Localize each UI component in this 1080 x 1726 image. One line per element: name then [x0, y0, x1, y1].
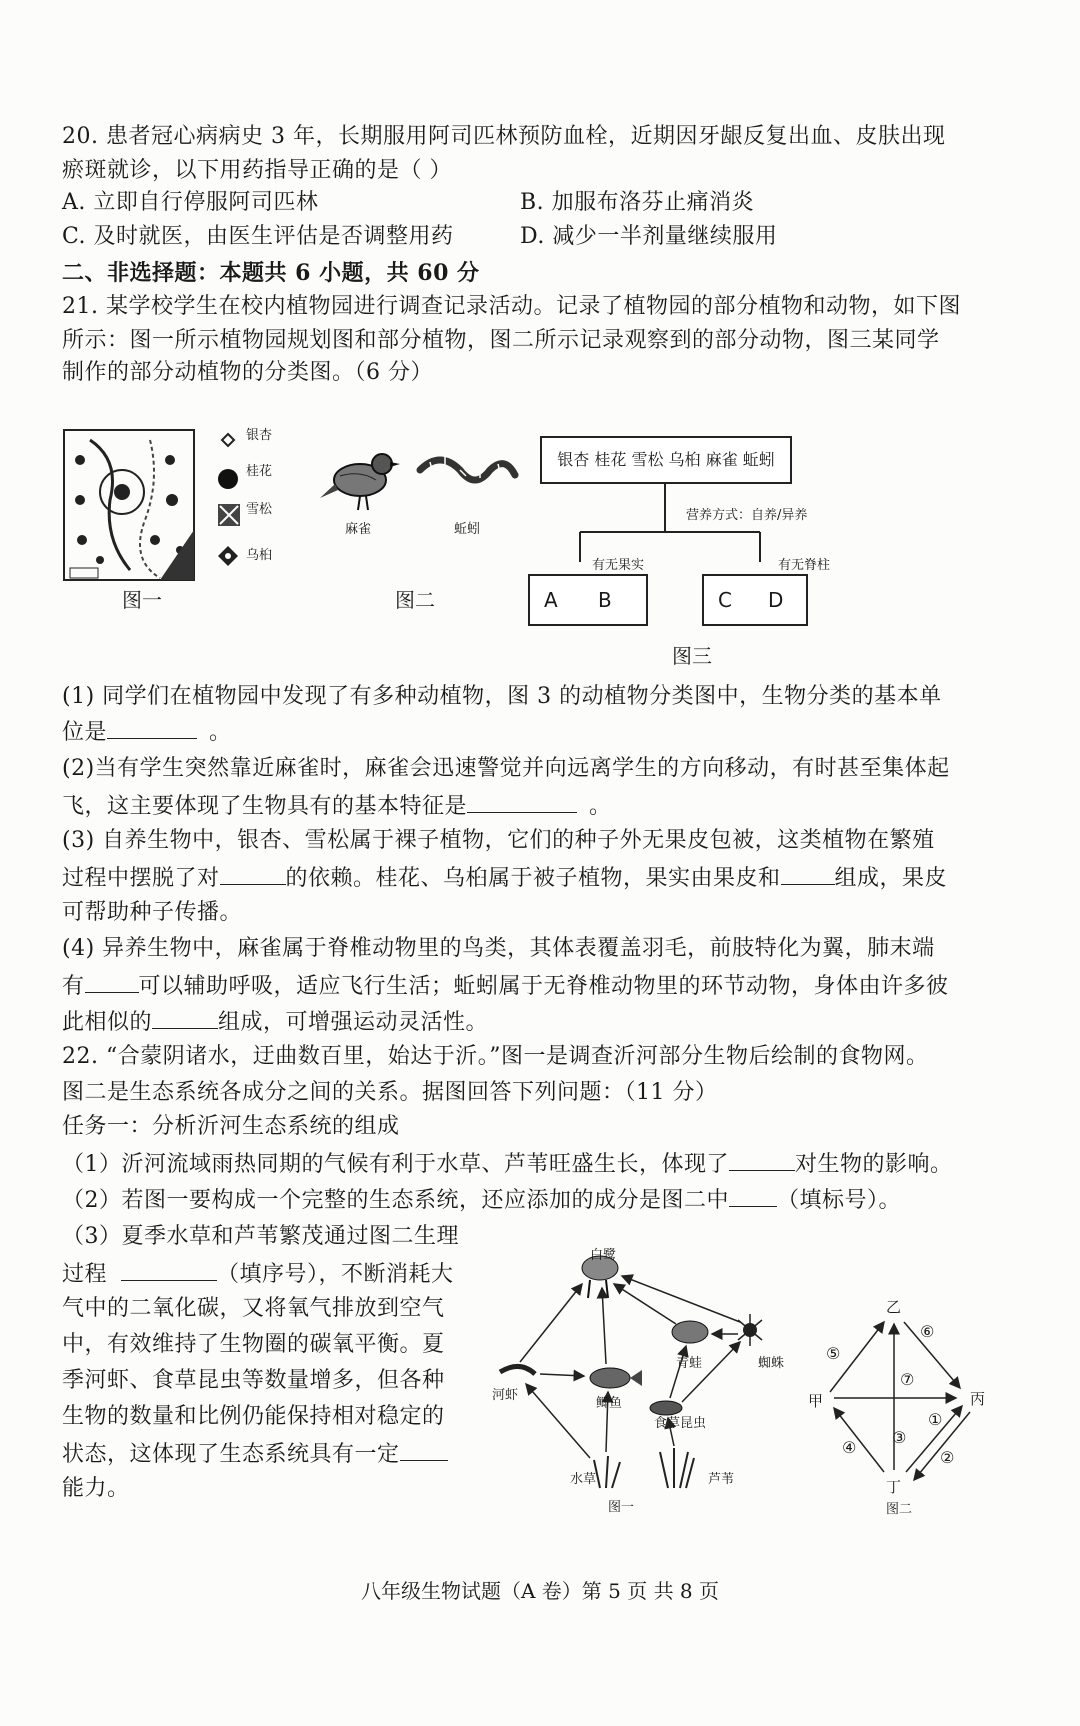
criterion-fruit: 有无果实 [592, 558, 645, 573]
legend-cedar-label: 雪松 [246, 502, 273, 517]
figure2-caption: 图二 [395, 588, 435, 612]
process-2: ② [940, 1448, 955, 1467]
q21-sub2-end: 。 [589, 794, 612, 819]
sparrow-icon [320, 454, 400, 510]
spider-icon [738, 1314, 762, 1346]
q21-stem-line2: 所示：图一所示植物园规划图和部分植物，图二所示记录观察到的部分动物，图三某同学 [62, 328, 940, 353]
q21-sub4-text4: 组成，可增强运动灵活性。 [218, 1010, 489, 1035]
q21-sub3-line1: (3) 自养生物中，银杏、雪松属于裸子植物，它们的种子外无果皮包被，这类植物在繁殖 [62, 828, 935, 853]
process-6: ⑥ [920, 1322, 935, 1341]
answer-blank-9[interactable] [121, 1258, 217, 1281]
answer-blank-2[interactable] [467, 790, 577, 813]
foodweb-caption: 图一 [608, 1500, 635, 1515]
q22-sub2-text1: （2）若图一要构成一个完整的生态系统，还应添加的成分是图二中 [62, 1188, 729, 1213]
shrimp-icon [500, 1366, 535, 1374]
q21-sub3-text1: 过程中摆脱了对 [62, 866, 220, 891]
q20-stem-line2: 瘀斑就诊，以下用药指导正确的是（ ） [62, 158, 452, 183]
q21-sub3-text3: 组成，果皮 [834, 866, 948, 891]
legend-osmanthus-label: 桂花 [246, 464, 273, 479]
criterion-spine: 有无脊柱 [778, 558, 831, 573]
classification-top-box: 银杏 桂花 雪松 乌桕 麻雀 蚯蚓 [540, 436, 792, 484]
q21-sub1-line1: (1) 同学们在植物园中发现了有多种动植物，图 3 的动植物分类图中，生物分类的基本单 [62, 684, 942, 709]
figure1-caption: 图一 [122, 588, 162, 612]
foodweb-label-waterweed: 水草 [570, 1472, 597, 1487]
foodweb-label-spider: 蜘蛛 [758, 1356, 785, 1371]
q21-stem-line3: 制作的部分动植物的分类图。（6 分） [62, 360, 433, 385]
classification-box-cd [702, 574, 808, 626]
q22-sub1-text1: （1）沂河流域雨热同期的气候有利于水草、芦苇旺盛生长，体现了 [62, 1152, 729, 1177]
q22-sub3-line7 [62, 1438, 448, 1470]
answer-blank-8[interactable] [729, 1184, 777, 1207]
earthworm-label: 蚯蚓 [454, 522, 481, 537]
q20-option-c[interactable]: C. 及时就医，由医生评估是否调整用药 [62, 224, 454, 249]
q21-sub4-text1: 有 [62, 974, 85, 999]
foodweb-label-egret: 白鹭 [590, 1248, 617, 1263]
foodweb-label-shrimp: 河虾 [492, 1388, 519, 1403]
q22-sub2-text2: （填标号）。 [777, 1188, 902, 1213]
process-4: ④ [842, 1438, 857, 1457]
q21-sub4-line3 [62, 1006, 488, 1038]
foodweb-label-reed: 芦苇 [708, 1472, 735, 1487]
q21-sub4-text2: 可以辅助呼吸，适应飞行生活；蚯蚓属于无脊椎动物里的环节动物，身体由许多彼 [138, 974, 949, 999]
q21-sub1-end: 。 [209, 720, 232, 745]
q21-sub1-text: 位是 [62, 720, 108, 745]
q22-sub3-text1: 过程 [62, 1262, 108, 1287]
q21-sub4-line1: (4) 异养生物中，麻雀属于脊椎动物里的鸟类，其体表覆盖羽毛，前肢特化为翼，肺末端 [62, 936, 935, 961]
process-5: ⑤ [826, 1344, 841, 1363]
reed-icon [660, 1448, 694, 1488]
class-label-c: C [718, 588, 732, 612]
q22-sub3-text3: 状态，这体现了生态系统具有一定 [62, 1442, 400, 1467]
section-title: 二、非选择题：本题共 6 小题，共 60 分 [62, 260, 480, 286]
q21-sub2-line2 [62, 790, 612, 822]
process-1: ① [928, 1410, 943, 1429]
answer-blank-4[interactable] [781, 862, 835, 885]
q20-stem-line1: 20. 患者冠心病病史 3 年，长期服用阿司匹林预防血栓，近期因牙龈反复出血、皮肤出现 [62, 124, 946, 149]
q22-sub1 [62, 1148, 953, 1180]
q21-sub4-line2 [62, 970, 949, 1002]
class-label-d: D [768, 588, 784, 612]
node-yi: 乙 [886, 1298, 902, 1316]
node-ding: 丁 [886, 1478, 902, 1496]
process-7: ⑦ [900, 1370, 915, 1389]
figure3-caption: 图三 [672, 644, 712, 668]
q21-sub3-text2: 的依赖。桂花、乌桕属于被子植物，果实由果皮和 [285, 866, 781, 891]
foodweb-label-frog: 青蛙 [676, 1356, 703, 1371]
food-web-diagram [490, 1240, 790, 1510]
classification-box-ab [528, 574, 648, 626]
answer-blank-7[interactable] [729, 1148, 795, 1171]
answer-blank-10[interactable] [400, 1438, 448, 1461]
node-bing: 丙 [970, 1390, 986, 1408]
q22-sub3-line1: （3）夏季水草和芦苇繁茂通过图二生理 [62, 1224, 459, 1249]
carp-icon [590, 1368, 642, 1388]
waterweed-icon [594, 1456, 620, 1488]
foodweb-label-insect: 食草昆虫 [654, 1416, 707, 1431]
sparrow-label: 麻雀 [345, 522, 372, 537]
q21-sub3-line2 [62, 862, 947, 894]
q22-sub3-line8: 能力。 [62, 1476, 130, 1501]
q22-sub3-line3: 气中的二氧化碳，又将氧气排放到空气 [62, 1296, 445, 1321]
cycle-caption: 图二 [886, 1502, 913, 1517]
answer-blank-6[interactable] [152, 1006, 218, 1029]
q22-stem-line2: 图二是生态系统各成分之间的关系。据图回答下列问题：（11 分） [62, 1080, 718, 1105]
class-label-a: A [544, 588, 558, 612]
frog-icon [672, 1321, 708, 1343]
legend-tallow-label: 乌桕 [246, 548, 273, 563]
q22-sub3-line2 [62, 1258, 454, 1290]
q22-task-title: 任务一：分析沂河生态系统的组成 [62, 1114, 400, 1139]
q22-sub3-line4: 中，有效维持了生物圈的碳氧平衡。夏 [62, 1332, 445, 1357]
q20-option-b[interactable]: B. 加服布洛芬止痛消炎 [520, 190, 755, 215]
q21-sub2-text: 飞，这主要体现了生物具有的基本特征是 [62, 794, 468, 819]
page-footer: 八年级生物试题（A 卷）第 5 页 共 8 页 [360, 1579, 720, 1603]
answer-blank-1[interactable] [107, 716, 197, 739]
q22-sub2 [62, 1184, 901, 1216]
q22-sub1-text2: 对生物的影响。 [795, 1152, 953, 1177]
q21-sub3-line3: 可帮助种子传播。 [62, 900, 243, 925]
q21-stem-line1: 21. 某学校学生在校内植物园进行调查记录活动。记录了植物园的部分植物和动物，如下图 [62, 294, 961, 319]
legend-ginkgo-label: 银杏 [246, 428, 273, 443]
q20-option-d[interactable]: D. 减少一半剂量继续服用 [520, 224, 778, 249]
ecosystem-relation-diagram [810, 1300, 990, 1500]
q22-sub3-line6: 生物的数量和比例仍能保持相对稳定的 [62, 1404, 445, 1429]
foodweb-label-carp: 鲫鱼 [596, 1396, 623, 1411]
answer-blank-3[interactable] [220, 862, 286, 885]
criterion-nutrition: 营养方式：自养/异养 [686, 508, 808, 523]
answer-blank-5[interactable] [85, 970, 139, 993]
q22-sub3-text2: （填序号），不断消耗大 [217, 1262, 454, 1287]
q22-stem-line1: 22. “合蒙阴诸水，迂曲数百里，始达于沂。”图一是调查沂河部分生物后绘制的食物网。 [62, 1044, 929, 1069]
q20-option-a[interactable]: A. 立即自行停服阿司匹林 [62, 190, 319, 215]
q22-sub3-line5: 季河虾、食草昆虫等数量增多，但各种 [62, 1368, 445, 1393]
q21-sub2-line1: (2)当有学生突然靠近麻雀时，麻雀会迅速警觉并向远离学生的方向移动，有时甚至集体起 [62, 756, 950, 781]
q21-sub1-line2 [62, 716, 232, 748]
q21-sub4-text3: 此相似的 [62, 1010, 153, 1035]
process-3: ③ [892, 1428, 907, 1447]
class-label-b: B [598, 588, 612, 612]
node-jia: 甲 [808, 1392, 824, 1410]
earthworm-icon [420, 456, 515, 480]
